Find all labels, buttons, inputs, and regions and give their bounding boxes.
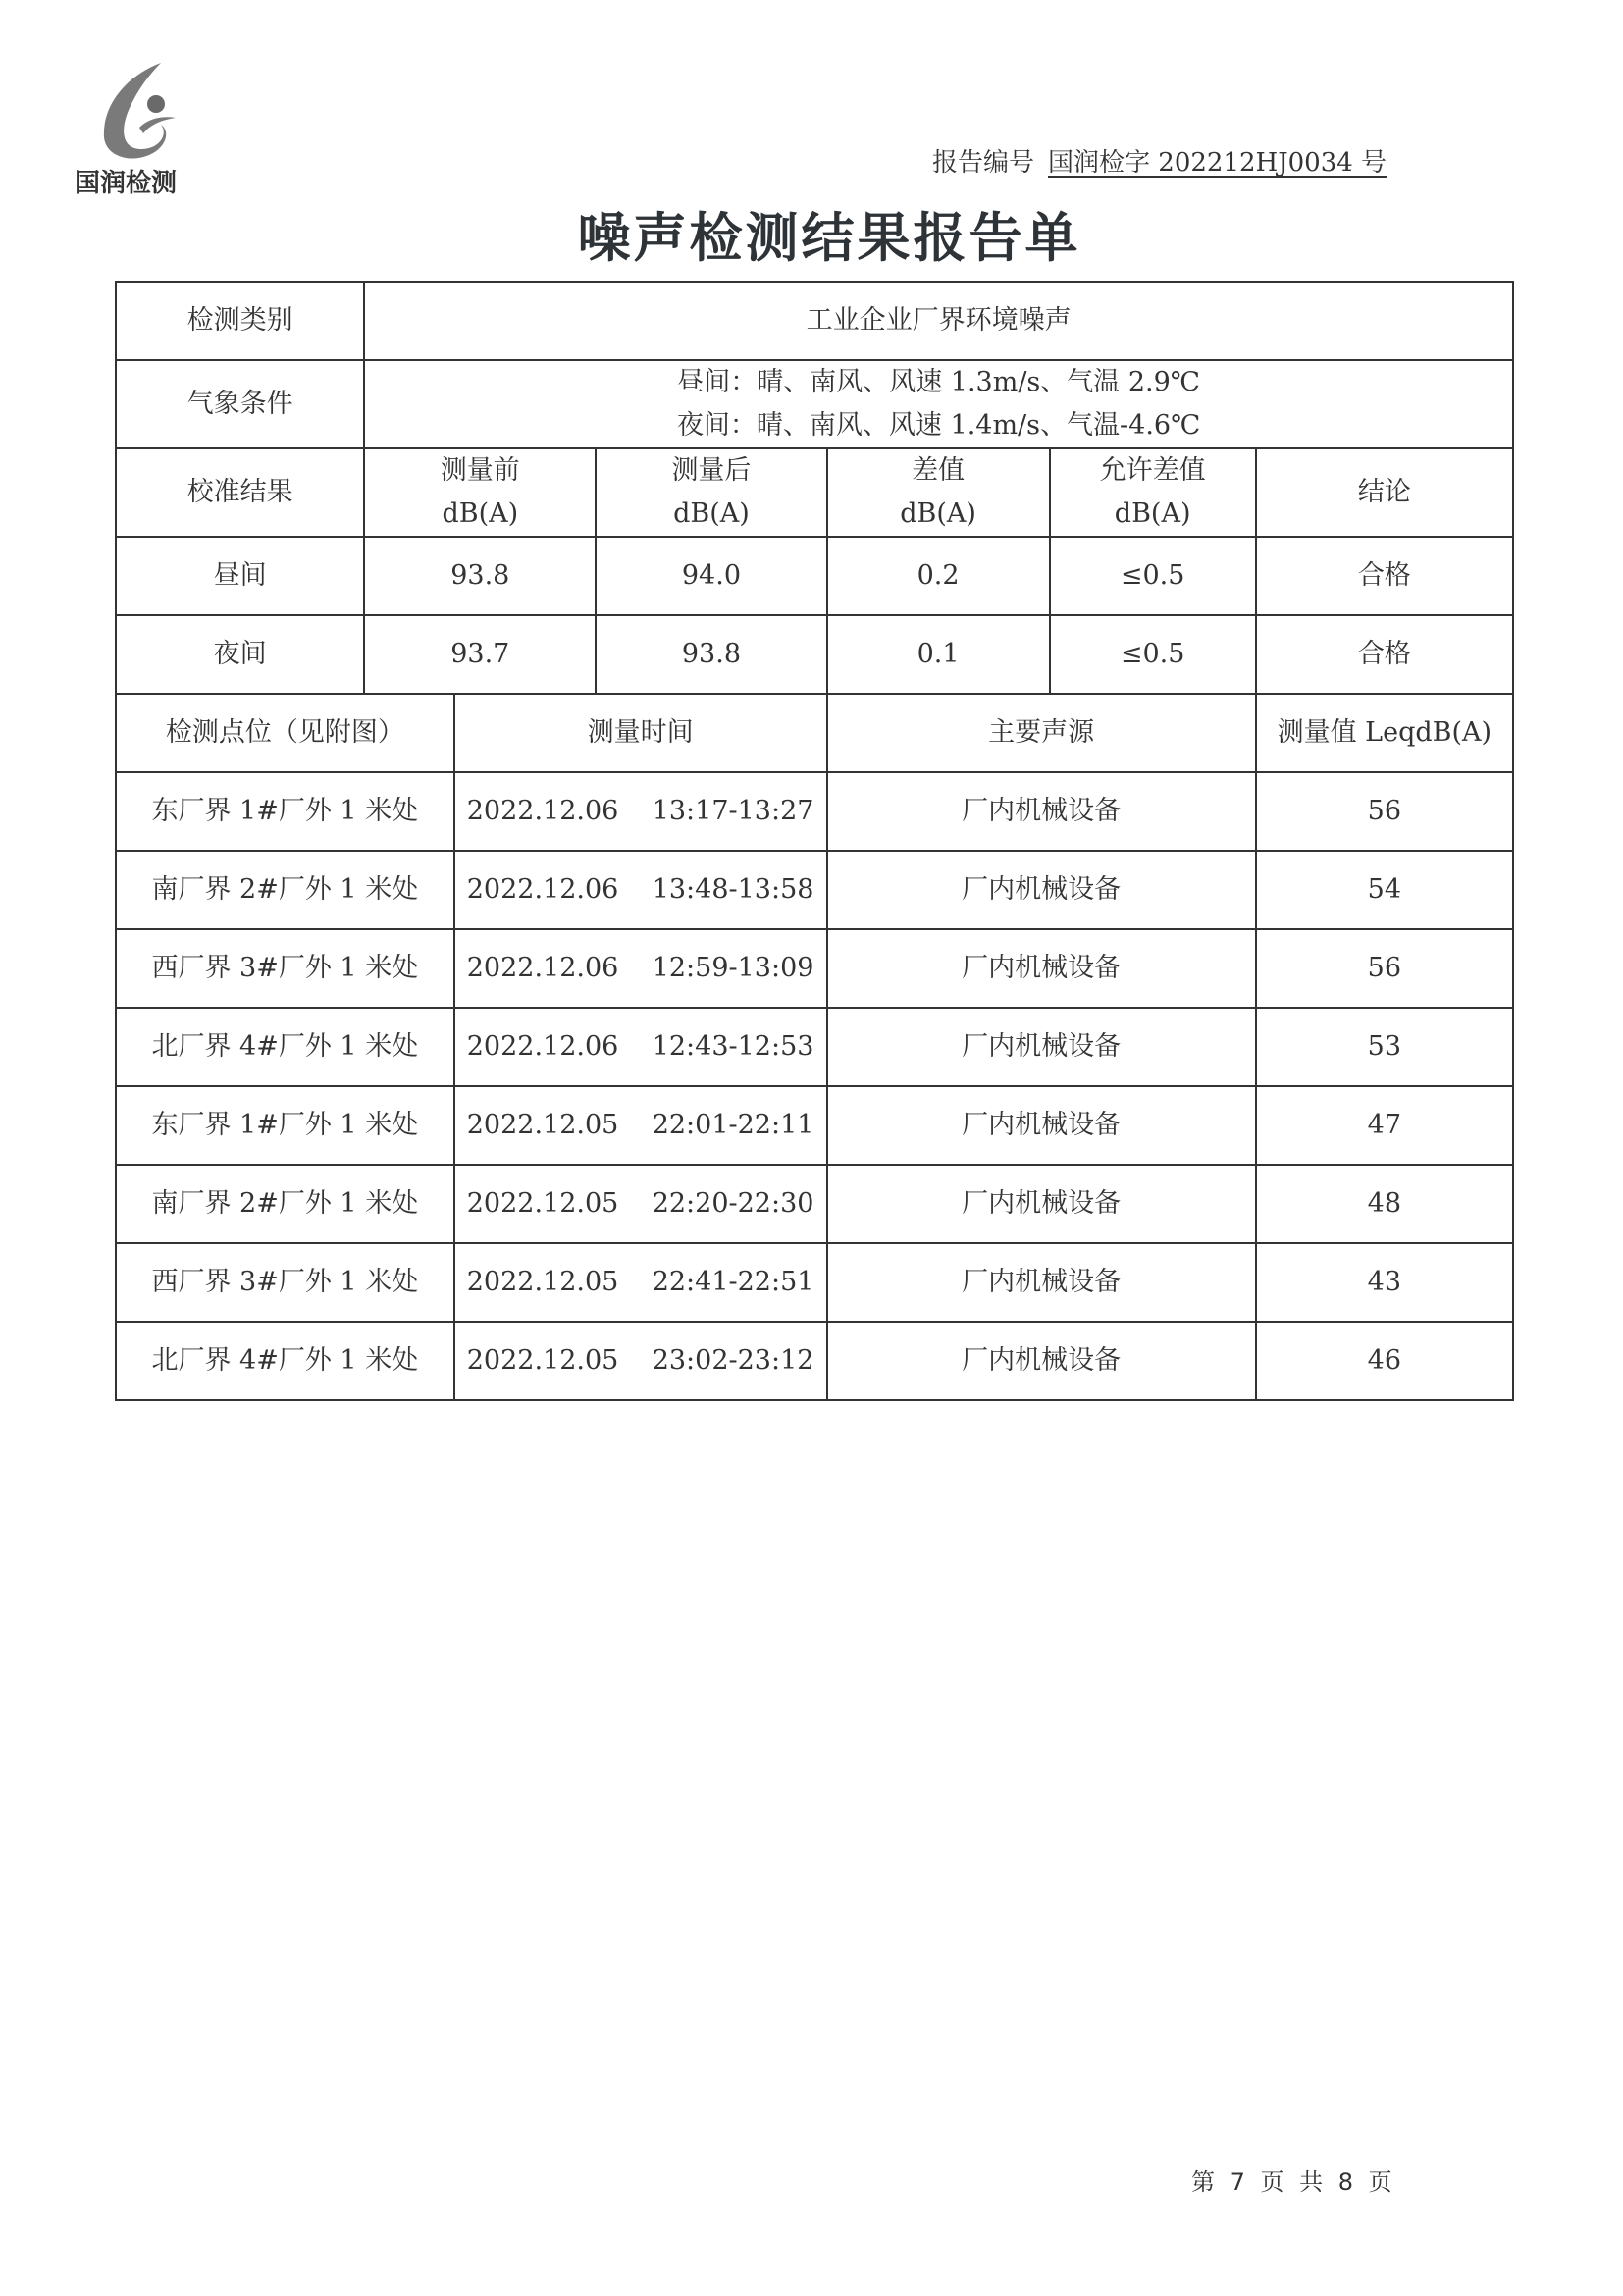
cell-period: 12:59-13:09 bbox=[652, 953, 814, 984]
calibration-diff: 0.2 bbox=[827, 537, 1050, 615]
cell-date: 2022.12.06 bbox=[466, 953, 619, 984]
cell-period: 13:17-13:27 bbox=[652, 796, 814, 827]
noise-report-table bbox=[115, 281, 1514, 1401]
header-value: 测量值 LeqdB(A) bbox=[1256, 694, 1513, 772]
header-line: 允许差值 bbox=[1099, 455, 1206, 486]
calibration-allowed: ≤0.5 bbox=[1050, 615, 1256, 694]
cell-time bbox=[454, 772, 827, 851]
calibration-period: 昼间 bbox=[116, 537, 364, 615]
logo-text: 国润检测 bbox=[75, 169, 178, 198]
weather-row bbox=[116, 360, 1513, 448]
cell-time bbox=[454, 1243, 827, 1322]
report-number-value: 国润检字 202212HJ0034 号 bbox=[1048, 148, 1387, 178]
company-logo bbox=[71, 61, 208, 198]
category-label: 检测类别 bbox=[116, 282, 364, 360]
calibration-after: 94.0 bbox=[596, 537, 826, 615]
calibration-before: 93.7 bbox=[364, 615, 596, 694]
calibration-header-conclusion: 结论 bbox=[1256, 448, 1513, 537]
table-row bbox=[116, 929, 1513, 1008]
category-row bbox=[116, 282, 1513, 360]
header-unit: dB(A) bbox=[673, 498, 750, 529]
cell-time bbox=[454, 851, 827, 929]
calibration-label: 校准结果 bbox=[116, 448, 364, 537]
calibration-header-allowed bbox=[1050, 448, 1256, 537]
cell-value: 56 bbox=[1256, 772, 1513, 851]
header-unit: dB(A) bbox=[1114, 498, 1191, 529]
header-point: 检测点位（见附图） bbox=[116, 694, 454, 772]
report-number-label: 报告编号 bbox=[932, 148, 1035, 178]
calibration-after: 93.8 bbox=[596, 615, 826, 694]
cell-date: 2022.12.06 bbox=[466, 874, 619, 906]
calibration-row bbox=[116, 615, 1513, 694]
cell-date: 2022.12.06 bbox=[466, 796, 619, 827]
cell-period: 12:43-12:53 bbox=[652, 1031, 814, 1063]
cell-value: 46 bbox=[1256, 1322, 1513, 1400]
calibration-before: 93.8 bbox=[364, 537, 596, 615]
cell-source: 厂内机械设备 bbox=[827, 1243, 1256, 1322]
measurement-header-row bbox=[116, 694, 1513, 772]
header-line: 测量后 bbox=[671, 455, 752, 486]
cell-period: 22:41-22:51 bbox=[652, 1267, 814, 1298]
table-row bbox=[116, 851, 1513, 929]
weather-label: 气象条件 bbox=[116, 360, 364, 448]
cell-date: 2022.12.05 bbox=[466, 1110, 619, 1141]
cell-date: 2022.12.06 bbox=[466, 1031, 619, 1063]
calibration-header-diff bbox=[827, 448, 1050, 537]
cell-point: 西厂界 3#厂外 1 米处 bbox=[116, 929, 454, 1008]
cell-value: 43 bbox=[1256, 1243, 1513, 1322]
header-time: 测量时间 bbox=[454, 694, 827, 772]
calibration-header-before bbox=[364, 448, 596, 537]
header-line: 测量前 bbox=[440, 455, 520, 486]
table-row bbox=[116, 1165, 1513, 1243]
cell-period: 22:20-22:30 bbox=[652, 1188, 814, 1220]
cell-date: 2022.12.05 bbox=[466, 1267, 619, 1298]
cell-point: 南厂界 2#厂外 1 米处 bbox=[116, 851, 454, 929]
cell-point: 东厂界 1#厂外 1 米处 bbox=[116, 772, 454, 851]
table-row bbox=[116, 772, 1513, 851]
calibration-conclusion: 合格 bbox=[1256, 615, 1513, 694]
cell-time bbox=[454, 929, 827, 1008]
cell-value: 48 bbox=[1256, 1165, 1513, 1243]
cell-point: 西厂界 3#厂外 1 米处 bbox=[116, 1243, 454, 1322]
calibration-allowed: ≤0.5 bbox=[1050, 537, 1256, 615]
header-unit: dB(A) bbox=[900, 498, 976, 529]
report-number bbox=[932, 142, 1387, 179]
page-title: 噪声检测结果报告单 bbox=[577, 207, 1081, 269]
cell-point: 北厂界 4#厂外 1 米处 bbox=[116, 1008, 454, 1086]
table-row bbox=[116, 1086, 1513, 1165]
weather-night: 夜间：晴、南风、风速 1.4m/s、气温-4.6℃ bbox=[676, 410, 1201, 441]
calibration-header-row bbox=[116, 448, 1513, 537]
cell-value: 56 bbox=[1256, 929, 1513, 1008]
page-number: 第 7 页 共 8 页 bbox=[1191, 2168, 1392, 2196]
calibration-row bbox=[116, 537, 1513, 615]
weather-value bbox=[364, 360, 1513, 448]
table-row bbox=[116, 1322, 1513, 1400]
cell-point: 南厂界 2#厂外 1 米处 bbox=[116, 1165, 454, 1243]
cell-date: 2022.12.05 bbox=[466, 1345, 619, 1377]
calibration-diff: 0.1 bbox=[827, 615, 1050, 694]
cell-time bbox=[454, 1008, 827, 1086]
cell-source: 厂内机械设备 bbox=[827, 929, 1256, 1008]
header-unit: dB(A) bbox=[442, 498, 519, 529]
calibration-period: 夜间 bbox=[116, 615, 364, 694]
cell-period: 22:01-22:11 bbox=[652, 1110, 814, 1141]
header-line: 差值 bbox=[912, 455, 966, 486]
cell-time bbox=[454, 1322, 827, 1400]
cell-source: 厂内机械设备 bbox=[827, 1322, 1256, 1400]
cell-source: 厂内机械设备 bbox=[827, 1086, 1256, 1165]
table-row bbox=[116, 1243, 1513, 1322]
table-row bbox=[116, 1008, 1513, 1086]
weather-day: 昼间：晴、南风、风速 1.3m/s、气温 2.9℃ bbox=[677, 367, 1201, 397]
category-value: 工业企业厂界环境噪声 bbox=[364, 282, 1513, 360]
cell-source: 厂内机械设备 bbox=[827, 772, 1256, 851]
logo-mark-icon bbox=[92, 61, 190, 164]
cell-source: 厂内机械设备 bbox=[827, 1008, 1256, 1086]
cell-point: 北厂界 4#厂外 1 米处 bbox=[116, 1322, 454, 1400]
cell-source: 厂内机械设备 bbox=[827, 851, 1256, 929]
cell-time bbox=[454, 1165, 827, 1243]
calibration-conclusion: 合格 bbox=[1256, 537, 1513, 615]
cell-value: 54 bbox=[1256, 851, 1513, 929]
cell-time bbox=[454, 1086, 827, 1165]
header-source: 主要声源 bbox=[827, 694, 1256, 772]
cell-period: 23:02-23:12 bbox=[652, 1345, 814, 1377]
cell-value: 53 bbox=[1256, 1008, 1513, 1086]
cell-point: 东厂界 1#厂外 1 米处 bbox=[116, 1086, 454, 1165]
cell-source: 厂内机械设备 bbox=[827, 1165, 1256, 1243]
cell-date: 2022.12.05 bbox=[466, 1188, 619, 1220]
cell-value: 47 bbox=[1256, 1086, 1513, 1165]
calibration-header-after bbox=[596, 448, 826, 537]
cell-period: 13:48-13:58 bbox=[652, 874, 814, 906]
